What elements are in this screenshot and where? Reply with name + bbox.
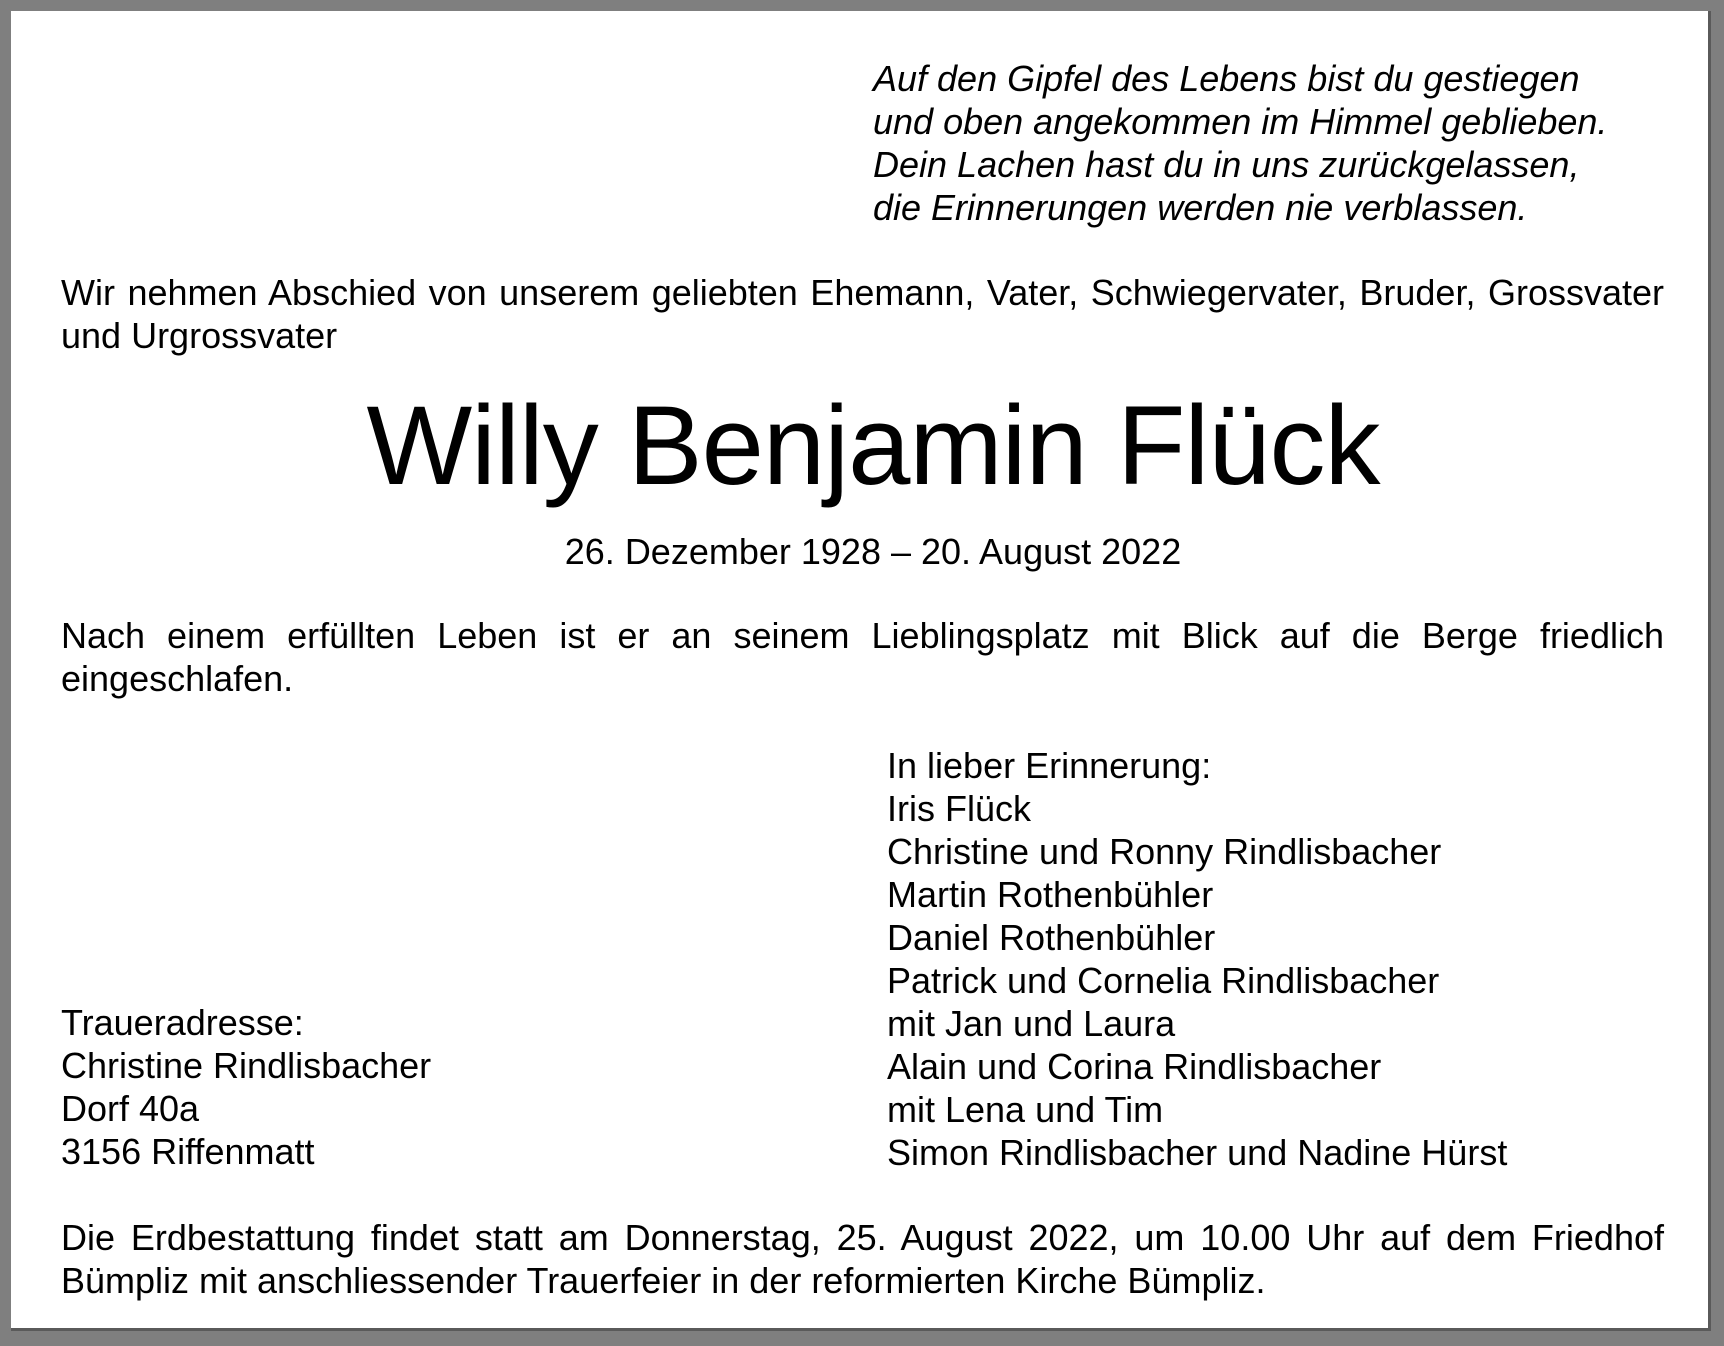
life-dates: 26. Dezember 1928 – 20. August 2022 <box>564 531 1182 572</box>
mourner-name: mit Jan und Laura <box>887 1003 1176 1044</box>
obituary-notice <box>11 11 1711 1331</box>
mourner-name: Patrick und Cornelia Rindlisbacher <box>887 960 1440 1001</box>
address-label: Traueradresse: <box>61 1002 304 1043</box>
mourner-name: Daniel Rothenbühler <box>887 917 1216 958</box>
mourner-name: Iris Flück <box>887 788 1031 829</box>
mourner-name: Alain und Corina Rindlisbacher <box>887 1046 1382 1087</box>
memorial-poem <box>873 57 1693 229</box>
mourner-name: mit Lena und Tim <box>887 1089 1164 1130</box>
mourner-name: Christine und Ronny Rindlisbacher <box>887 831 1442 872</box>
poem-line: Dein Lachen hast du in uns zurückgelassen, <box>873 144 1580 185</box>
poem-line: die Erinnerungen werden nie verblassen. <box>873 187 1528 228</box>
mourners-heading: In lieber Erinnerung: <box>887 745 1212 786</box>
poem-line: Auf den Gipfel des Lebens bist du gestiegen <box>873 58 1580 99</box>
address-street: Dorf 40a <box>61 1088 200 1129</box>
funeral-details: Die Erdbestattung findet statt am Donnerstag, 25. August 2022, um 10.00 Uhr auf dem Friedhof Bümpliz mit anschliessender Trauerfeier in der reformierten Kirche Bümpliz. <box>61 1217 1664 1301</box>
poem-line: und oben angekommen im Himmel geblieben. <box>873 101 1608 142</box>
passing-statement: Nach einem erfüllten Leben ist er an seinem Lieblingsplatz mit Blick auf die Berge friedlich eingeschlafen. <box>61 615 1664 699</box>
mourning-address <box>61 1001 821 1173</box>
mourner-name: Martin Rothenbühler <box>887 874 1214 915</box>
farewell-intro: Wir nehmen Abschied von unserem geliebten Ehemann, Vater, Schwiegervater, Bruder, Grossvater und Urgrossvater <box>61 272 1664 356</box>
mourners-list <box>887 744 1707 1174</box>
mourner-name: Simon Rindlisbacher und Nadine Hürst <box>887 1132 1508 1173</box>
address-name: Christine Rindlisbacher <box>61 1045 432 1086</box>
address-city: 3156 Riffenmatt <box>61 1131 315 1172</box>
deceased-name: Willy Benjamin Flück <box>366 383 1380 508</box>
